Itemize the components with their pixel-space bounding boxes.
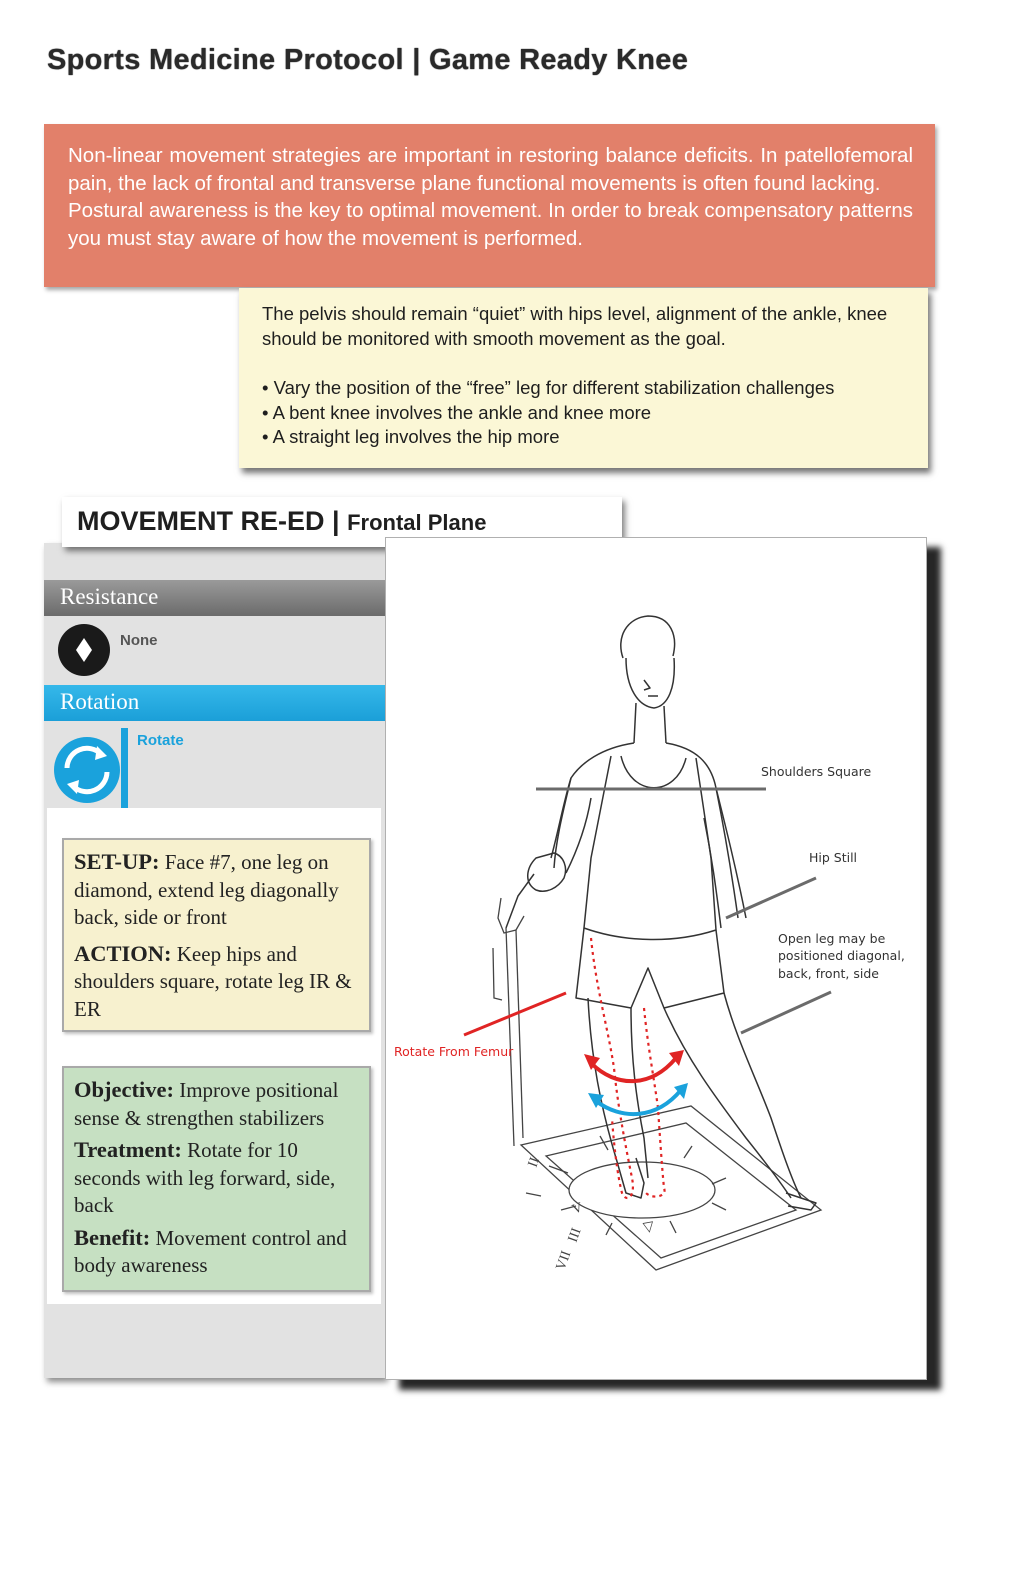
rotation-header	[44, 685, 385, 721]
open-leg-label-line1: Open leg may be	[778, 931, 886, 946]
shoulders-square-label: Shoulders Square	[761, 764, 872, 779]
board-mark: V	[570, 1200, 585, 1218]
objective-paragraph	[74, 1076, 366, 1132]
objective-box	[62, 1066, 371, 1292]
setup-text	[74, 848, 366, 1031]
board-mark: ▽	[642, 1219, 656, 1236]
open-leg-label-line2: positioned diagonal,	[778, 948, 905, 963]
femur-line	[464, 993, 566, 1035]
illustration-frame	[385, 537, 927, 1380]
rotate-arrows-icon	[53, 736, 121, 804]
pelvis-note-list	[262, 376, 912, 450]
movement-heading-text: MOVEMENT RE-ED	[77, 506, 325, 536]
board-mark: II	[525, 1155, 543, 1170]
list-item: • A bent knee involves the ankle and knee more	[262, 401, 912, 426]
rotate-femur-label: Rotate From Femur	[394, 1044, 514, 1059]
pelvis-note-text	[262, 302, 912, 450]
benefit-paragraph	[74, 1224, 366, 1280]
action-instructions: Keep hips and shoulders square, rotate leg IR & ER	[74, 941, 352, 1021]
rotation-divider	[121, 728, 128, 808]
open-leg-label-line3: back, front, side	[778, 966, 879, 981]
rotation-label: Rotation	[60, 689, 140, 714]
objective-description: Improve positional sense & strengthen stabilizers	[74, 1078, 339, 1130]
treatment-paragraph	[74, 1136, 366, 1220]
movement-subheading: Frontal Plane	[347, 510, 487, 535]
intro-paragraph-2: Postural awareness is the key to optimal movement. In order to break compensatory patterns you must stay aware of how the movement is performed.	[68, 199, 913, 250]
diamond-icon	[58, 624, 110, 676]
intro-box	[44, 124, 935, 287]
movement-separator: |	[324, 506, 348, 536]
action-label: ACTION:	[74, 940, 172, 966]
list-item: • A straight leg involves the hip more	[262, 425, 912, 450]
board-mark: VII	[553, 1248, 575, 1273]
list-item: • Vary the position of the “free” leg for different stabilization challenges	[262, 376, 912, 401]
intro-paragraph-1: Non-linear movement strategies are important in restoring balance deficits. In patellofemoral pain, the lack of frontal and transverse plane functional movements is often found lacking.	[68, 144, 913, 195]
objective-label: Objective:	[74, 1077, 174, 1102]
pelvis-note-paragraph: The pelvis should remain “quiet” with hips level, alignment of the ankle, knee should be monitored with smooth movement as the goal.	[262, 303, 888, 349]
setup-label: SET-UP:	[74, 849, 160, 874]
rotation-leg-outline	[591, 938, 665, 1198]
action-paragraph	[74, 940, 366, 1024]
resistance-header	[44, 580, 385, 616]
setup-instructions: Face #7, one leg on diamond, extend leg diagonally back, side or front	[74, 850, 339, 929]
rotation-arrows	[584, 1050, 688, 1114]
setup-box	[62, 838, 371, 1032]
resistance-value: None	[120, 632, 158, 649]
treatment-label: Treatment:	[74, 1137, 182, 1162]
benefit-description: Movement control and body awareness	[74, 1225, 347, 1277]
pelvis-note-box	[239, 288, 928, 468]
open-leg-line	[741, 992, 831, 1033]
rotation-value: Rotate	[137, 732, 184, 749]
exercise-illustration	[386, 538, 926, 1379]
intro-text	[68, 142, 913, 252]
treatment-description: Rotate for 10 seconds with leg forward, side, back	[74, 1138, 336, 1217]
page-title: Sports Medicine Protocol | Game Ready Knee	[47, 44, 689, 76]
setup-paragraph	[74, 848, 366, 932]
board-mark: III	[565, 1226, 585, 1245]
figure-drawing	[506, 616, 816, 1210]
benefit-label: Benefit:	[74, 1224, 151, 1250]
hip-still-label: Hip Still	[809, 850, 858, 865]
movement-heading	[77, 506, 486, 537]
resistance-label: Resistance	[60, 584, 159, 609]
objective-text	[74, 1076, 366, 1284]
